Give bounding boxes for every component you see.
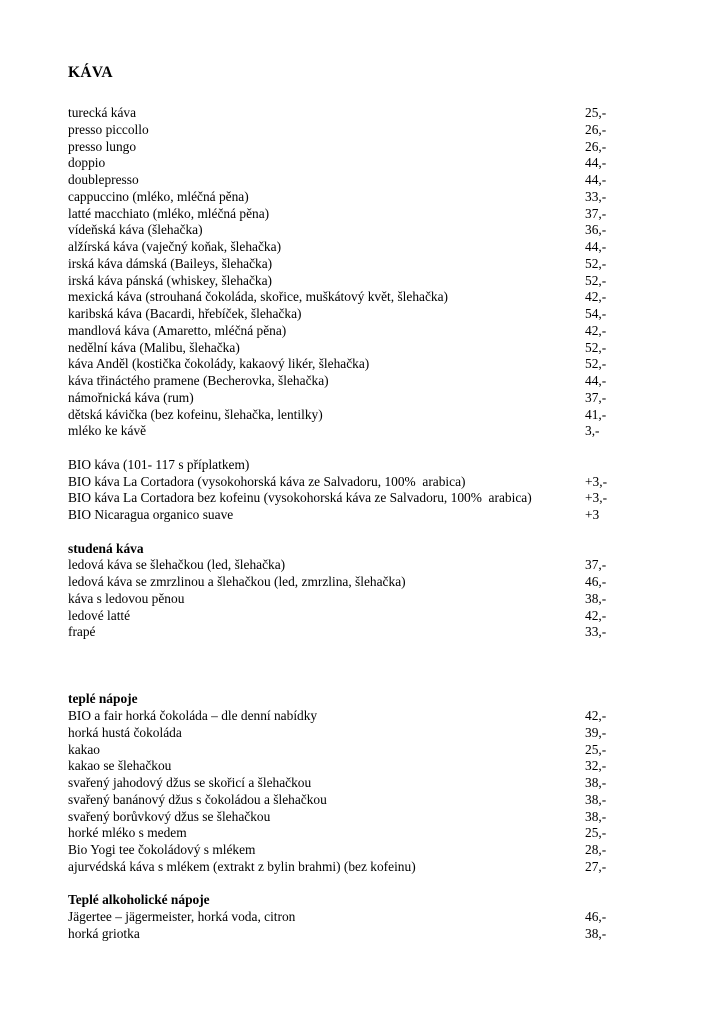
menu-item-price: 28,- [585,842,607,857]
menu-item-name: horké mléko s medem [68,825,187,841]
menu-section [68,691,724,875]
menu-item-price: 46,- [585,909,607,924]
menu-item-price: 52,- [585,356,607,372]
menu-item-name: irská káva dámská (Baileys, šlehačka) [68,255,273,271]
menu-item-price: 42,- [585,607,607,623]
menu-item-name: nedělní káva (Malibu, šlehačka) [68,339,240,355]
menu-item-price: +3,- [585,490,608,506]
menu-item-row [68,105,724,122]
menu-item-price: 52,- [585,339,607,355]
menu-item-row [68,222,724,239]
menu-item-price: 46,- [585,574,607,589]
menu-item-price: 42,- [585,708,607,723]
menu-item-price: 38,- [585,925,607,941]
menu-item-row [68,775,724,792]
menu-item-row [68,708,724,725]
menu-item-price: 37,- [585,557,607,573]
menu-item-price: 44,- [585,239,607,254]
menu-item-row [68,474,724,491]
menu-item-price: 38,- [585,791,607,807]
menu-item-row [68,155,724,172]
menu-item-row [68,725,724,742]
menu-item-price: 44,- [585,172,607,187]
menu-item-name: irská káva pánská (whiskey, šlehačka) [68,272,273,288]
menu-item-price: 44,- [585,373,607,388]
menu-item-price: 38,- [585,808,607,824]
menu-item-row [68,624,724,641]
menu-item-name: BIO Nicaragua organico suave [68,507,234,522]
menu-item-name: dětská kávička (bez kofeinu, šlehačka, lentilky) [68,406,323,422]
menu-item-name: svařený banánový džus s čokoládou a šlehačkou [68,791,327,807]
menu-item-name: cappuccino (mléko, mléčná pěna) [68,188,249,204]
menu-item-name: BIO káva La Cortadora (vysokohorská káva ze Salvadoru, 100% arabica) [68,473,466,489]
menu-item-price: 27,- [585,858,607,874]
menu-item-row [68,608,724,625]
menu-item-row [68,122,724,139]
menu-item-row [68,457,724,474]
menu-item-row [68,373,724,390]
menu-item-price: +3 [585,507,600,522]
menu-item-name: mandlová káva (Amaretto, mléčná pěna) [68,322,287,338]
menu-item-row [68,172,724,189]
menu-item-row [68,490,724,507]
menu-item-name: mléko ke kávě [68,423,147,439]
menu-item-name: presso lungo [68,138,137,154]
menu-item-price: 32,- [585,758,607,774]
menu-item-price: 54,- [585,306,607,321]
menu-item-row [68,825,724,842]
menu-item-price: 37,- [585,205,607,221]
menu-item-name: svařený borůvkový džus se šlehačkou [68,808,271,824]
menu-item-name: Bio Yogi tee čokoládový s mlékem [68,842,256,857]
menu-item-row [68,758,724,775]
menu-item-row [68,139,724,156]
menu-item-row [68,591,724,608]
menu-item-row [68,306,724,323]
menu-item-row [68,792,724,809]
menu-item-row [68,407,724,424]
menu-item-price: 36,- [585,222,607,238]
menu-item-row [68,256,724,273]
menu-section [68,541,724,642]
menu-item-name: BIO káva (101- 117 s příplatkem) [68,456,250,472]
menu-item-name: ledové latté [68,607,131,623]
menu-item-price: 41,- [585,406,607,422]
menu-item-name: ajurvédská káva s mlékem (extrakt z bylin brahmi) (bez kofeinu) [68,858,416,874]
menu-item-row [68,926,724,943]
menu-sections [68,105,724,943]
menu-item-name: svařený jahodový džus se skořicí a šlehačkou [68,775,312,790]
menu-item-price: 25,- [585,105,607,120]
menu-item-name: vídeňská káva (šlehačka) [68,222,203,238]
menu-item-name: BIO káva La Cortadora bez kofeinu (vysokohorská káva ze Salvadoru, 100% arabica) [68,490,532,506]
menu-item-name: presso piccollo [68,121,149,137]
menu-item-row [68,323,724,340]
menu-item-row [68,390,724,407]
menu-item-name: horká hustá čokoláda [68,724,182,740]
menu-item-name: mexická káva (strouhaná čokoláda, skořice, muškátový květ, šlehačka) [68,289,449,305]
menu-item-name: doublepresso [68,172,139,187]
menu-item-price: 42,- [585,322,607,338]
menu-item-price: 37,- [585,389,607,405]
menu-item-name: horká griotka [68,925,140,941]
menu-item-name: latté macchiato (mléko, mléčná pěna) [68,205,270,221]
menu-item-price: 39,- [585,724,607,740]
menu-item-name: kakao [68,741,100,757]
menu-item-name: kakao se šlehačkou [68,758,172,774]
menu-item-row [68,742,724,759]
page-title: KÁVA [68,64,113,81]
menu-item-price: 33,- [585,188,607,204]
menu-item-row [68,206,724,223]
menu-item-row [68,189,724,206]
menu-item-row [68,423,724,440]
menu-item-name: turecká káva [68,105,137,120]
menu-item-price: +3,- [585,473,608,489]
menu-item-price: 38,- [585,590,607,606]
menu-item-name: námořnická káva (rum) [68,389,194,405]
menu-item-price: 25,- [585,741,607,757]
section-heading: studená káva [68,540,144,556]
menu-item-row [68,859,724,876]
menu-item-price: 42,- [585,289,607,305]
menu-section [68,892,724,942]
menu-item-name: káva s ledovou pěnou [68,590,185,606]
menu-item-name: káva Anděl (kostička čokolády, kakaový likér, šlehačka) [68,356,370,372]
section-heading: teplé nápoje [68,691,138,707]
menu-item-row [68,507,724,524]
menu-item-price: 52,- [585,255,607,271]
menu-item-row [68,356,724,373]
menu-item-row [68,909,724,926]
menu-item-price: 38,- [585,775,607,790]
menu-item-row [68,809,724,826]
menu-item-price: 44,- [585,155,607,171]
menu-item-price: 25,- [585,825,607,841]
menu-item-row [68,842,724,859]
menu-item-price: 26,- [585,138,607,154]
menu-item-row [68,340,724,357]
menu-item-name: BIO a fair horká čokoláda – dle denní nabídky [68,708,318,723]
menu-item-name: alžírská káva (vaječný koňak, šlehačka) [68,239,282,254]
menu-item-name: ledová káva se šlehačkou (led, šlehačka) [68,557,286,573]
section-heading: Teplé alkoholické nápoje [68,892,210,908]
menu-item-row [68,557,724,574]
menu-section [68,105,724,440]
menu-item-row [68,239,724,256]
menu-item-name: káva třináctého pramene (Becherovka, šlehačka) [68,373,329,388]
menu-item-name: karibská káva (Bacardi, hřebíček, šlehačka) [68,306,302,321]
menu-item-row [68,289,724,306]
menu-item-name: ledová káva se zmrzlinou a šlehačkou (led, zmrzlina, šlehačka) [68,574,406,589]
menu-item-name: frapé [68,624,96,640]
menu-section [68,457,724,524]
menu-item-row [68,574,724,591]
menu-item-price: 26,- [585,121,607,137]
menu-item-price: 3,- [585,423,600,439]
menu-item-row [68,273,724,290]
menu-item-price: 52,- [585,272,607,288]
menu-item-name: doppio [68,155,106,171]
menu-item-price: 33,- [585,624,607,640]
menu-item-name: Jägertee – jägermeister, horká voda, citron [68,909,296,924]
